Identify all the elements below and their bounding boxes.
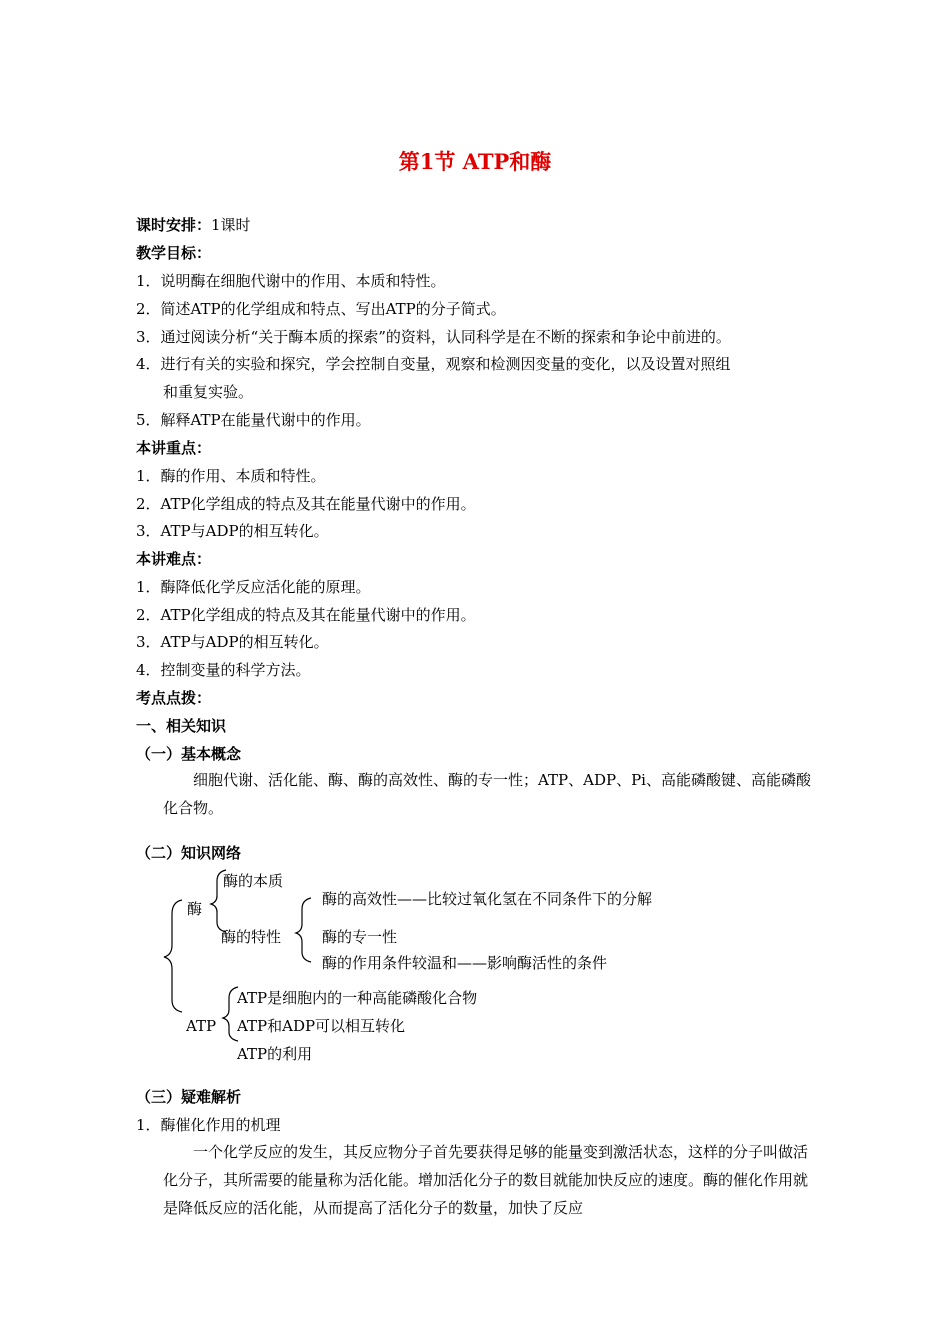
difficulty-item: 2．ATP化学组成的特点及其在能量代谢中的作用。 [136, 606, 476, 624]
node-atp-3: ATP的利用 [237, 1045, 313, 1063]
key-point-item: 3．ATP与ADP的相互转化。 [136, 522, 329, 540]
section1-heading: 一、相关知识 [136, 717, 227, 735]
goals-heading: 教学目标： [136, 244, 212, 262]
node-enzyme: 酶 [187, 900, 203, 918]
difficulty-item: 3．ATP与ADP的相互转化。 [136, 633, 329, 651]
node-atp: ATP [186, 1017, 217, 1035]
brace-atp [223, 987, 238, 1041]
node-prop-2: 酶的专一性 [322, 928, 398, 946]
goal-item: 1．说明酶在细胞代谢中的作用、本质和特性。 [136, 272, 446, 290]
sub1-heading: （一）基本概念 [136, 745, 242, 763]
sub3-item1-title: 1．酶催化作用的机理 [136, 1116, 281, 1134]
sub2-heading: （二）知识网络 [136, 844, 242, 862]
sub3-heading: （三）疑难解析 [136, 1088, 242, 1106]
difficulty-item: 4．控制变量的科学方法。 [136, 661, 311, 679]
goal-item-continued: 和重复实验。 [163, 383, 254, 401]
node-prop-1: 酶的高效性——比较过氧化氢在不同条件下的分解 [322, 890, 653, 908]
node-atp-1: ATP是细胞内的一种高能磷酸化合物 [237, 989, 478, 1007]
difficulty-item: 1．酶降低化学反应活化能的原理。 [136, 578, 371, 596]
key-point-item: 1．酶的作用、本质和特性。 [136, 467, 326, 485]
key-point-item: 2．ATP化学组成的特点及其在能量代谢中的作用。 [136, 495, 476, 513]
exam-heading: 考点点拨： [136, 689, 212, 707]
schedule-value: 1课时 [211, 216, 251, 234]
goal-item: 3．通过阅读分析“关于酶本质的探索”的资料，认同科学是在不断的探索和争论中前进的。 [136, 328, 731, 346]
brace-main [164, 900, 182, 1012]
goal-item: 2．简述ATP的化学组成和特点、写出ATP的分子简式。 [136, 300, 506, 318]
node-atp-2: ATP和ADP可以相互转化 [237, 1017, 406, 1035]
brace-properties [296, 898, 311, 962]
sub1-text: 细胞代谢、活化能、酶、酶的高效性、酶的专一性；ATP、ADP、Pi、高能磷酸键、高能磷酸化合物。 [163, 771, 811, 817]
difficulties-heading: 本讲难点： [136, 550, 212, 568]
node-enzyme-nature: 酶的本质 [223, 872, 284, 890]
key-points-heading: 本讲重点： [136, 439, 212, 457]
node-enzyme-props: 酶的特性 [221, 928, 282, 946]
goal-item: 5．解释ATP在能量代谢中的作用。 [136, 411, 371, 429]
goal-item: 4．进行有关的实验和探究，学会控制自变量，观察和检测因变量的变化，以及设置对照组 [136, 355, 731, 373]
sub3-item1-text: 一个化学反应的发生，其反应物分子首先要获得足够的能量变到激活状态，这样的分子叫做活化分子，其所需要的能量称为活化能。增加活化分子的数目就能加快反应的速度。酶的催化作用就是降低反应的活化能，从而提高了活化分子的数量，加快了反应 [163, 1143, 809, 1217]
page-title: 第1节 ATP和酶 [398, 149, 552, 174]
schedule-label: 课时安排： [136, 216, 212, 234]
node-prop-3: 酶的作用条件较温和——影响酶活性的条件 [322, 954, 608, 972]
